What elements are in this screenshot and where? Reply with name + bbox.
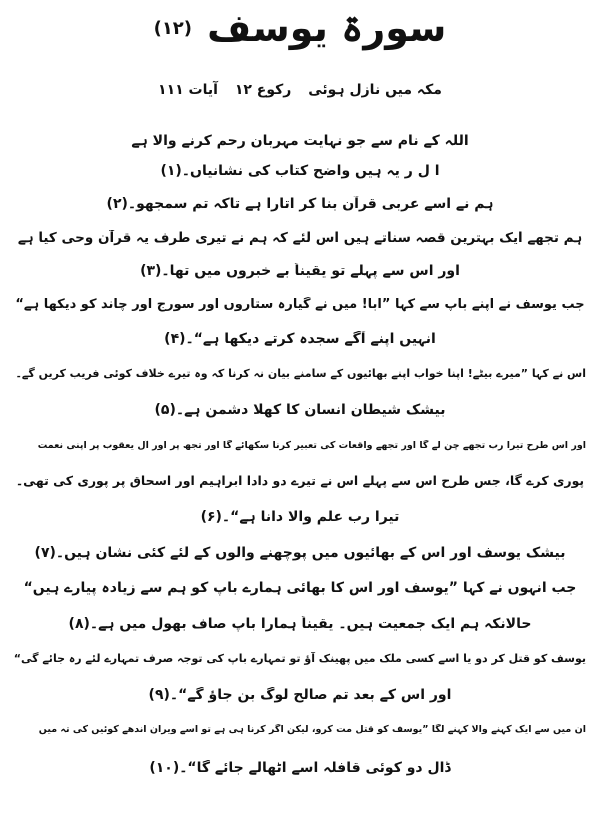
surah-header [0, 6, 600, 50]
verse-line: تیرا رب علم والا دانا ہے“۔(۶) [200, 509, 400, 525]
surah-meta [0, 82, 600, 98]
verse-line: حالانکہ ہم ایک جمعیت ہیں۔ یقیناً ہمارا باپ صاف بھول میں ہے۔(۸) [68, 616, 532, 632]
revelation-place: مکہ میں نازل ہوئی [308, 82, 442, 98]
verse-line: اس نے کہا ”میرے بیٹے! اپنا خواب اپنے بھائیوں کے سامنے بیان نہ کرنا کہ وہ تیرے خلاف کوئی فریب کریں گے۔ [15, 367, 586, 380]
verse-line: ا ل ر یہ ہیں واضح کتاب کی نشانیاں۔(۱) [160, 163, 440, 179]
verse-line: ہم تجھے ایک بہترین قصہ سناتے ہیں اس لئے کہ ہم نے تیری طرف یہ قرآن وحی کیا ہے [17, 230, 583, 246]
verse-line: بیشک یوسف اور اس کے بھائیوں میں پوچھنے والوں کے لئے کئی نشان ہیں۔(۷) [34, 545, 566, 561]
surah-title: سورۃ یوسف [207, 6, 447, 50]
ruku-count: رکوع ۱۲ [234, 82, 292, 98]
verse-line: اور اس کے بعد تم صالح لوگ بن جاؤ گے“۔(۹) [148, 687, 452, 703]
bismillah-line: اللہ کے نام سے جو نہایت مہربان رحم کرنے والا ہے [131, 133, 469, 149]
verse-line: ان میں سے ایک کہنے والا کہنے لگا ”یوسف کو قتل مت کرو، لیکن اگر کرنا ہی ہے تو اسے ویران اندھے کوئیں کی تہ میں [38, 724, 586, 735]
verse-line: بیشک شیطان انسان کا کھلا دشمن ہے۔(۵) [154, 402, 446, 418]
verse-line: یوسف کو قتل کر دو یا اسے کسی ملک میں پھینک آؤ تو تمہارے باپ کی توجہ صرف تمہارے لئے رہ جائے گی“ [14, 652, 586, 665]
verse-line: ہم نے اسے عربی قرآن بنا کر اتارا ہے تاکہ تم سمجھو۔(۲) [106, 196, 494, 212]
ayat-count: آیات ۱۱۱ [158, 82, 218, 98]
verse-line: پوری کرے گا، جس طرح اس سے پہلے اس نے تیرے دو دادا ابراہیم اور اسحاق پر پوری کی تھی۔ [15, 473, 585, 488]
verse-line: جب انہوں نے کہا ”یوسف اور اس کا بھائی ہمارے باپ کو ہم سے زیادہ پیارے ہیں“ [23, 580, 577, 596]
verse-line: ڈال دو کوئی قافلہ اسے اٹھالے جائے گا“۔(۱۰) [149, 760, 451, 776]
surah-number: (۱۲) [153, 17, 193, 39]
verse-line: انہیں اپنے آگے سجدہ کرتے دیکھا ہے“۔(۴) [164, 331, 436, 347]
verse-line: اور اس طرح تیرا رب تجھے چن لے گا اور تجھے واقعات کی تعبیر کرنا سکھائے گا اور تجھ پر اور آل یعقوب پر اپنی نعمت [37, 440, 586, 451]
verse-line: جب یوسف نے اپنے باپ سے کہا ”ابا! میں نے گیارہ ستاروں اور سورج اور چاند کو دیکھا ہے“ [15, 297, 585, 312]
verse-line: اور اس سے پہلے تو یقیناً بے خبروں میں تھا۔(۳) [140, 263, 460, 279]
